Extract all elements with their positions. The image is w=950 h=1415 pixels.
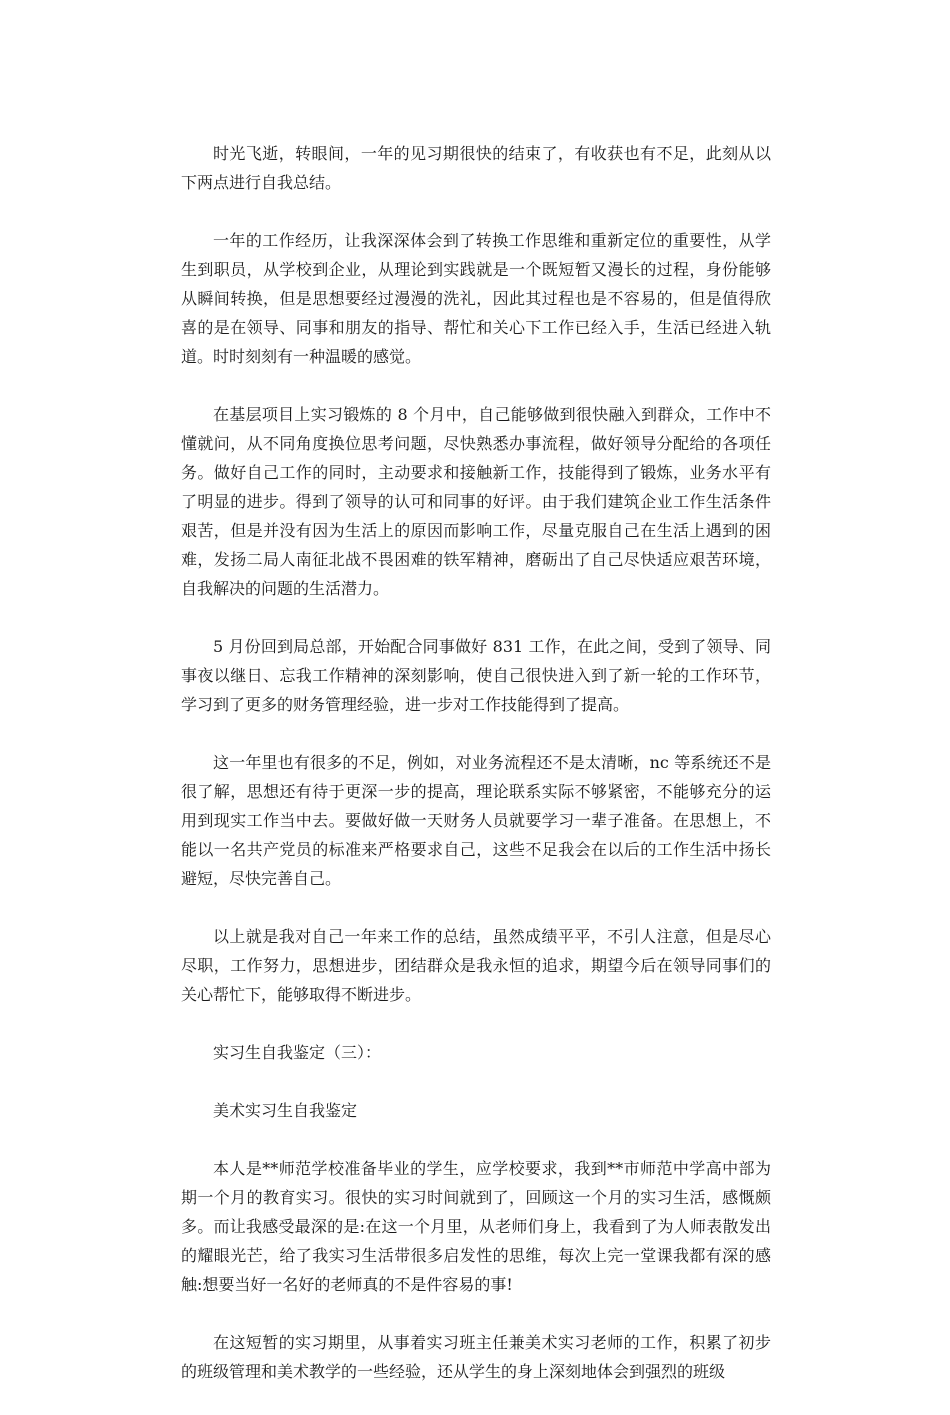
paragraph-2: 一年的工作经历，让我深深体会到了转换工作思维和重新定位的重要性，从学生到职员，从学校到企业，从理论到实践就是一个既短暂又漫长的过程，身份能够从瞬间转换，但是思想要经过漫漫的洗礼，因此其过程也是不容易的，但是值得欣喜的是在领导、同事和朋友的指导、帮忙和关心下工作已经入手，生活已经进入轨道。时时刻刻有一种温暖的感觉。 (181, 231, 771, 366)
document-body (181, 139, 771, 1415)
paragraph-1: 时光飞逝，转眼间，一年的见习期很快的结束了，有收获也有不足，此刻从以下两点进行自我总结。 (181, 144, 771, 192)
section-heading: 实习生自我鉴定（三）： (213, 1043, 382, 1062)
subsection-heading: 美术实习生自我鉴定 (213, 1101, 358, 1120)
paragraph-4: 5 月份回到局总部，开始配合同事做好 831 工作，在此之间，受到了领导、同事夜以继日、忘我工作精神的深刻影响，使自己很快进入到了新一轮的工作环节，学习到了更多的财务管理经验，进一步对工作技能得到了提高。 (181, 637, 771, 714)
paragraph-5: 这一年里也有很多的不足，例如，对业务流程还不是太清晰，nc 等系统还不是很了解，思想还有待于更深一步的提高，理论联系实际不够紧密，不能够充分的运用到现实工作当中去。要做好做一天财务人员就要学习一辈子准备。在思想上，不能以一名共产党员的标准来严格要求自己，这些不足我会在以后的工作生活中扬长避短，尽快完善自己。 (181, 753, 771, 888)
paragraph-8: 在这短暂的实习期里，从事着实习班主任兼美术实习老师的工作，积累了初步的班级管理和美术教学的一些经验，还从学生的身上深刻地体会到强烈的班级 (181, 1333, 771, 1381)
paragraph-6: 以上就是我对自己一年来工作的总结，虽然成绩平平，不引人注意，但是尽心尽职，工作努力，思想进步，团结群众是我永恒的追求，期望今后在领导同事们的关心帮忙下，能够取得不断进步。 (181, 927, 771, 1004)
paragraph-3: 在基层项目上实习锻炼的 8 个月中，自己能够做到很快融入到群众，工作中不懂就问，从不同角度换位思考问题，尽快熟悉办事流程，做好领导分配给的各项任务。做好自己工作的同时，主动要求和接触新工作，技能得到了锻炼，业务水平有了明显的进步。得到了领导的认可和同事的好评。由于我们建筑企业工作生活条件艰苦，但是并没有因为生活上的原因而影响工作，尽量克服自己在生活上遇到的困难，发扬二局人南征北战不畏困难的铁军精神，磨砺出了自己尽快适应艰苦环境，自我解决的问题的生活潜力。 (181, 405, 771, 598)
paragraph-7: 本人是**师范学校准备毕业的学生，应学校要求，我到**市师范中学高中部为期一个月的教育实习。很快的实习时间就到了，回顾这一个月的实习生活，感慨颇多。而让我感受最深的是:在这一个月里，从老师们身上，我看到了为人师表散发出的耀眼光芒，给了我实习生活带很多启发性的思维，每次上完一堂课我都有深的感触:想要当好一名好的老师真的不是件容易的事! (181, 1159, 771, 1294)
